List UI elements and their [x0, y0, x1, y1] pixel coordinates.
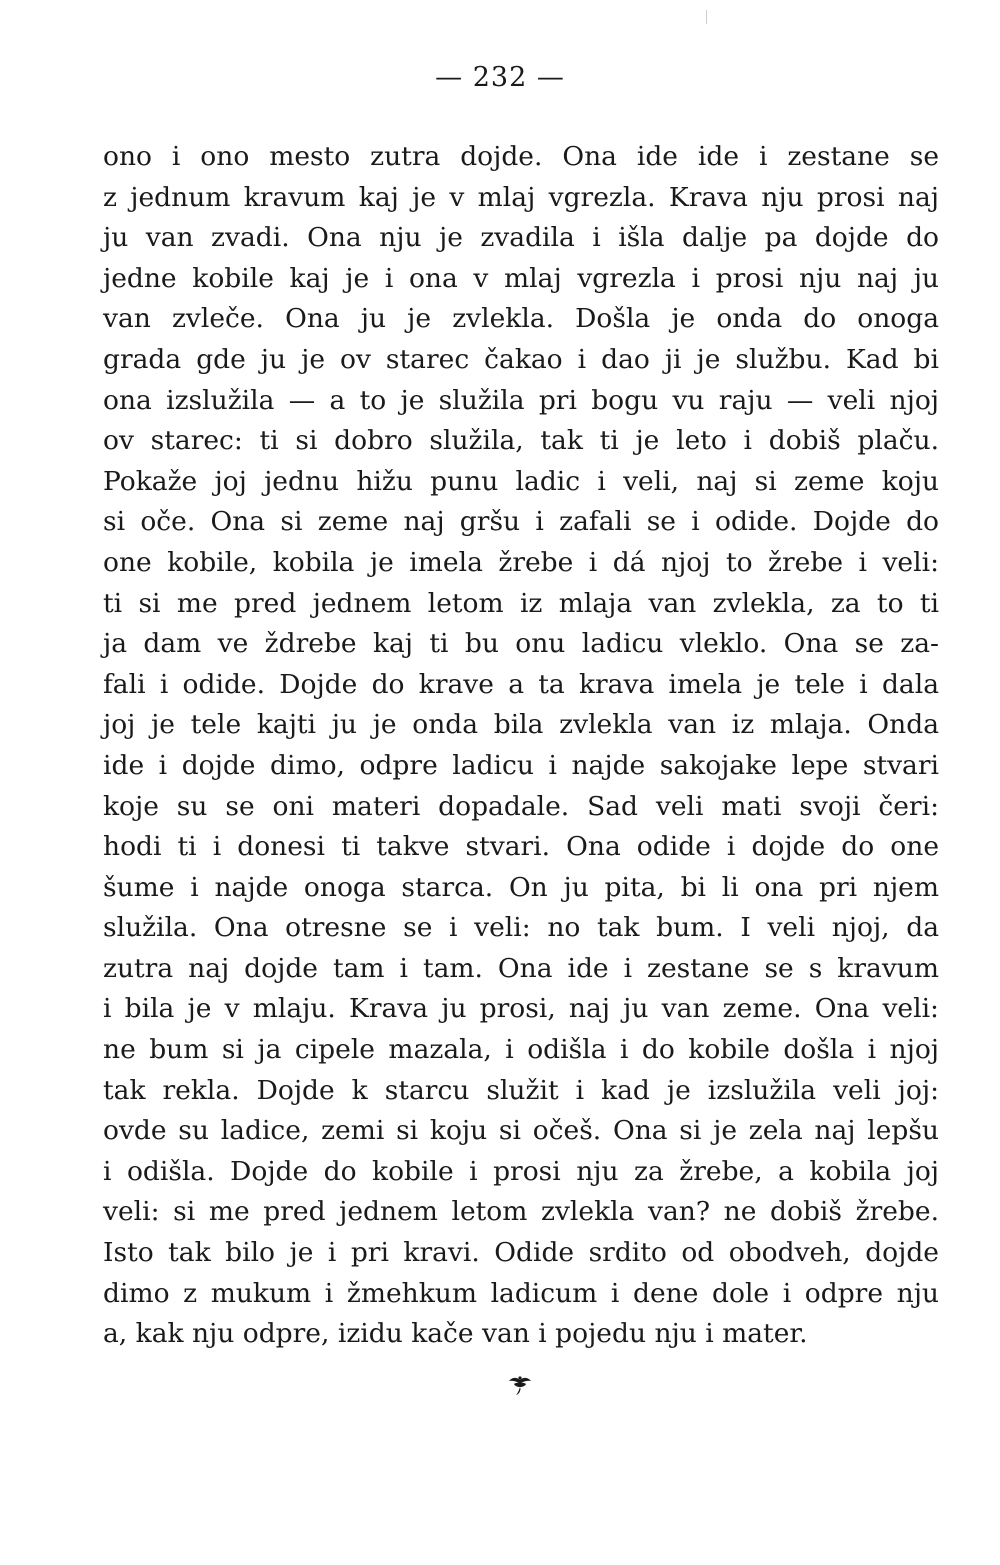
text-line: ju van zvadi. Ona nju je zvadila i išla dalje pa dojde do — [103, 222, 939, 254]
text-line: Pokaže joj jednu hižu punu ladic i veli, naj si zeme koju — [103, 465, 939, 497]
fleuron-ornament-icon — [505, 1368, 535, 1398]
text-line: jedne kobile kaj je i ona v mlaj vgrezla i prosi nju naj ju — [103, 262, 939, 294]
body-text — [103, 137, 939, 1355]
text-line: tak rekla. Dojde k starcu služit i kad je izslužila veli joj: — [103, 1074, 939, 1106]
text-line: i odišla. Dojde do kobile i prosi nju za žrebe, a kobila joj — [103, 1155, 939, 1187]
text-line: joj je tele kajti ju je onda bila zvlekla van iz mlaja. Onda — [103, 709, 939, 741]
text-line: ono i ono mesto zutra dojde. Ona ide ide i zestane se — [103, 141, 939, 172]
text-line: ne bum si ja cipele mazala, i odišla i do kobile došla i njoj — [103, 1034, 939, 1066]
scan-mark — [706, 10, 707, 24]
text-line: i bila je v mlaju. Krava ju prosi, naj ju van zeme. Ona veli: — [103, 993, 939, 1025]
text-line: grada gde ju je ov starec čakao i dao ji je službu. Kad bi — [103, 343, 939, 375]
text-line: z jednum kravum kaj je v mlaj vgrezla. Krava nju prosi naj — [103, 181, 939, 213]
text-line: ovde su ladice, zemi si koju si očeš. Ona si je zela naj lepšu — [103, 1115, 939, 1147]
text-line: služila. Ona otresne se i veli: no tak bum. I veli njoj, da — [103, 912, 939, 944]
text-line: šume i najde onoga starca. On ju pita, bi li ona pri njem — [103, 871, 939, 903]
text-line: ja dam ve ždrebe kaj ti bu onu ladicu vleklo. Ona se za- — [103, 628, 939, 660]
text-line: ide i dojde dimo, odpre ladicu i najde sakojake lepe stvari — [103, 749, 939, 781]
text-line: Isto tak bilo je i pri kravi. Odide srdito od obodveh, dojde — [103, 1237, 939, 1269]
text-line: hodi ti i donesi ti takve stvari. Ona odide i dojde do one — [103, 831, 939, 863]
text-line: ti si me pred jednem letom iz mlaja van zvlekla, za to ti — [103, 587, 939, 619]
text-line: ov starec: ti si dobro služila, tak ti je leto i dobiš plaču. — [103, 425, 939, 457]
text-line: dimo z mukum i žmehkum ladicum i dene dole i odpre nju — [103, 1277, 939, 1309]
text-line: veli: si me pred jednem letom zvlekla van? ne dobiš žrebe. — [103, 1196, 939, 1228]
text-line: fali i odide. Dojde do krave a ta krava imela je tele i dala — [103, 668, 939, 700]
text-line: ona izslužila — a to je služila pri bogu vu raju — veli njoj — [103, 384, 939, 416]
text-line: one kobile, kobila je imela žrebe i dá njoj to žrebe i veli: — [103, 546, 939, 578]
text-line-last: a, kak nju odpre, izidu kače van i pojedu nju i mater. — [103, 1318, 808, 1350]
text-line: zutra naj dojde tam i tam. Ona ide i zestane se s kravum — [103, 952, 939, 984]
text-line: si oče. Ona si zeme naj gršu i zafali se i odide. Dojde do — [103, 506, 939, 538]
text-line: van zvleče. Ona ju je zvlekla. Došla je onda do onoga — [103, 303, 939, 335]
text-line: koje su se oni materi dopadale. Sad veli mati svoji čeri: — [103, 790, 939, 822]
page-number: — 232 — — [435, 62, 565, 93]
